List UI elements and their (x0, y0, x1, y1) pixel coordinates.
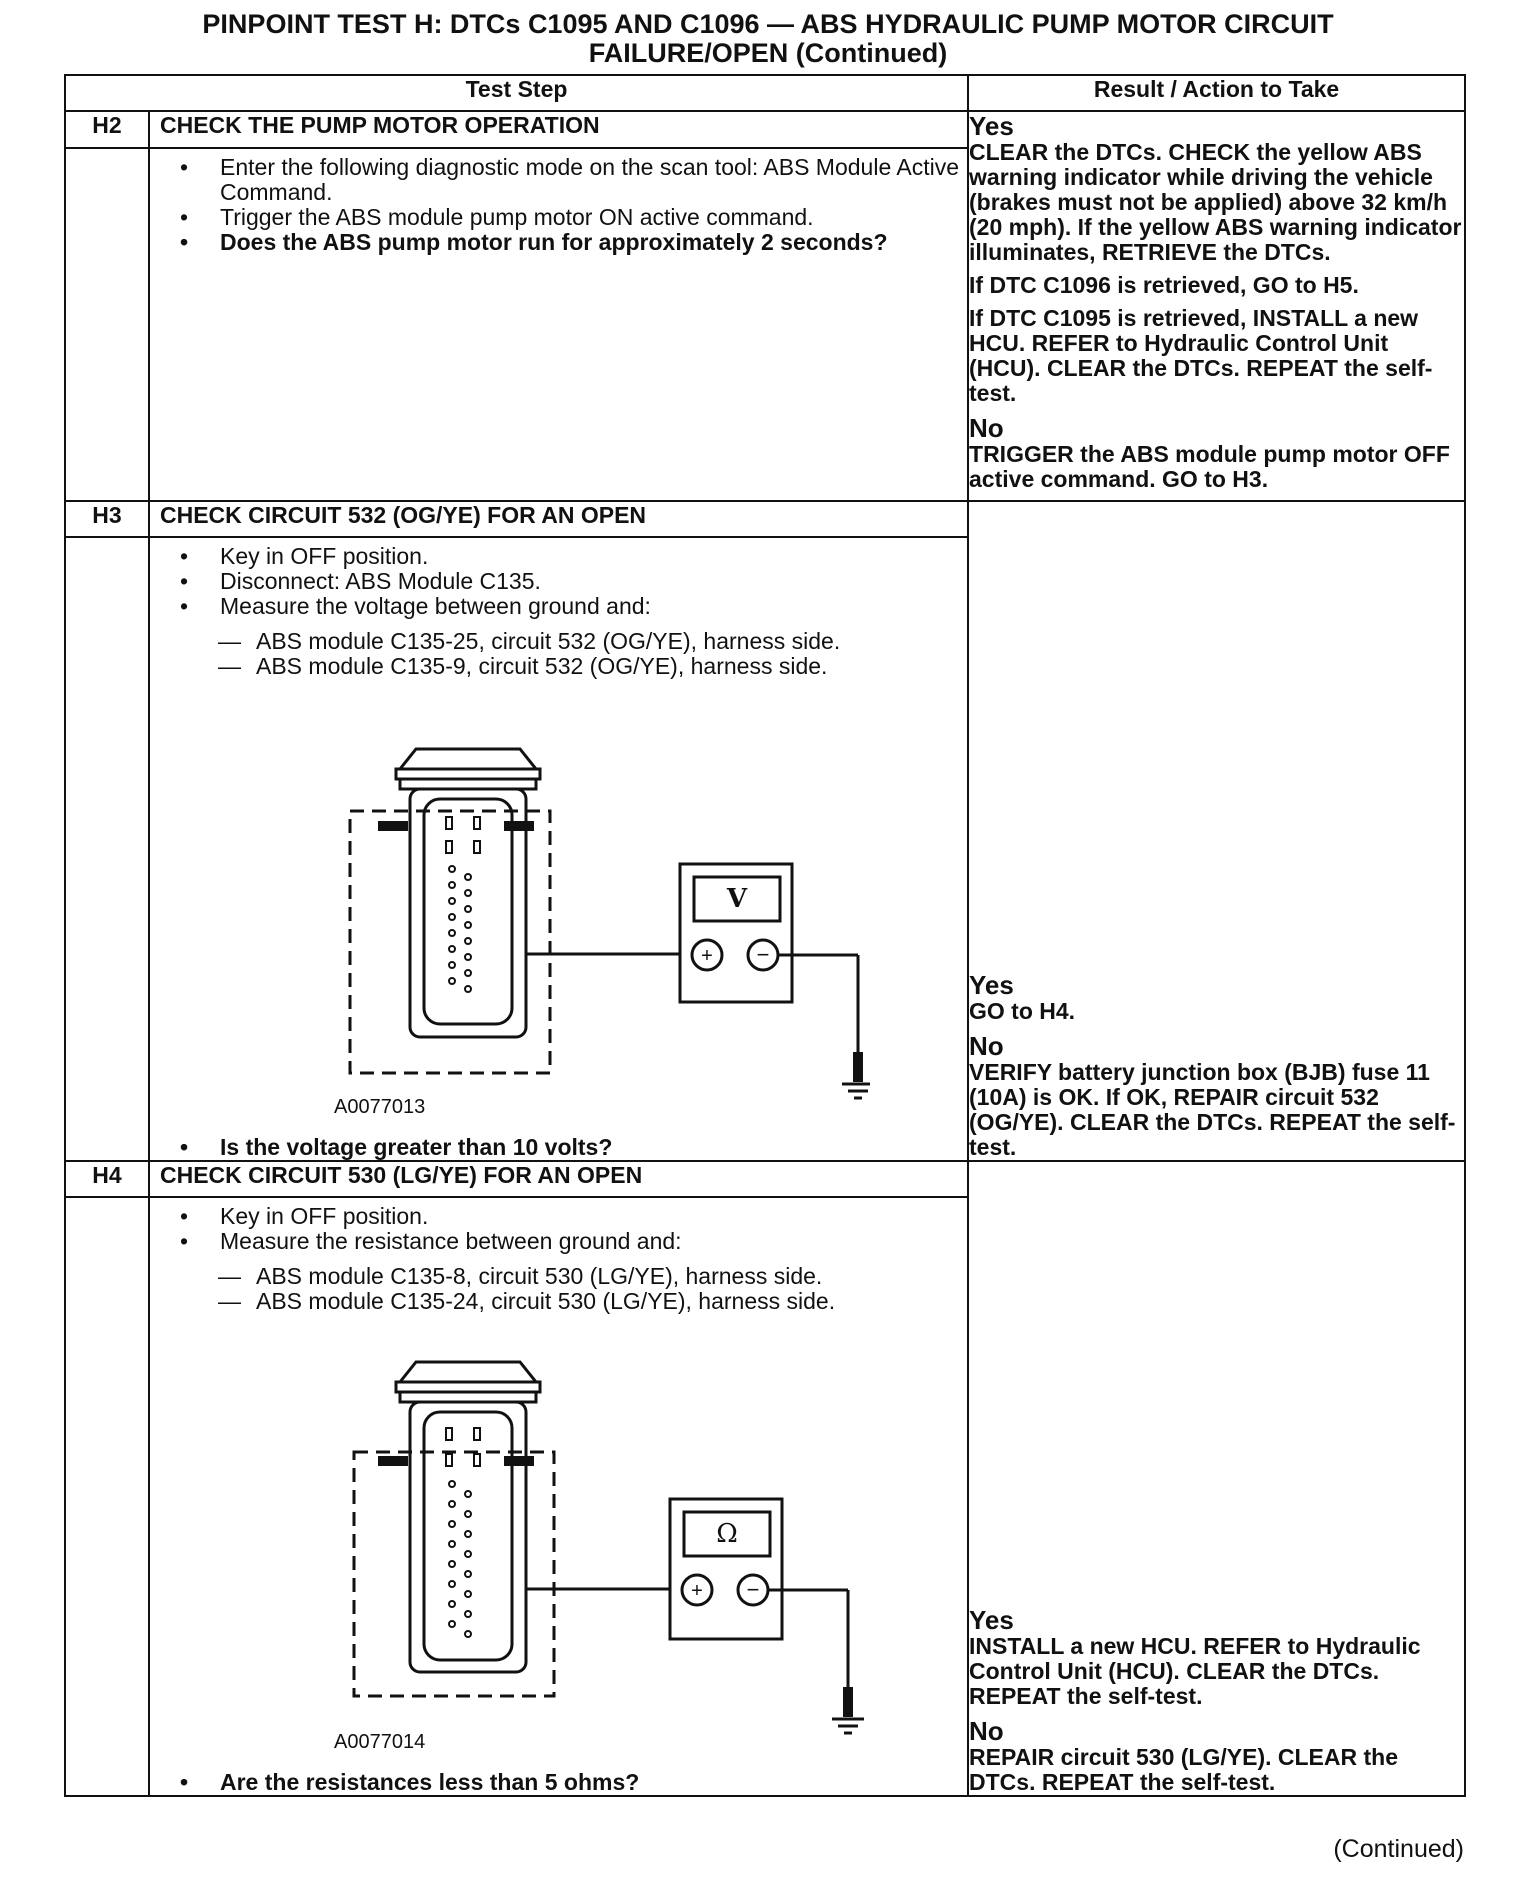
step-question-list (150, 1135, 967, 1160)
svg-text:+: + (701, 945, 713, 967)
title-line-1: PINPOINT TEST H: DTCs C1095 AND C1096 — ABS HYDRAULIC PUMP MOTOR CIRCUIT (202, 9, 1334, 39)
no-label: No (969, 1716, 1004, 1746)
list-item: • Measure the resistance between ground and: (180, 1229, 967, 1254)
result-text: GO to H4. (969, 998, 1076, 1024)
step-id-spacer (65, 537, 149, 1161)
header-test-step: Test Step (65, 75, 968, 111)
figure-id: A0077013 (334, 1096, 426, 1118)
step-h4-title-row (65, 1161, 1465, 1197)
step-question: • Are the resistances less than 5 ohms? (180, 1770, 967, 1795)
figure-id: A0077014 (334, 1731, 426, 1753)
result-text: VERIFY battery junction box (BJB) fuse 11 (10A) is OK. If OK, REPAIR circuit 532 (OG/YE). CLEAR the DTCs. REPEAT the self-test. (969, 1059, 1456, 1160)
pinpoint-test-table (64, 74, 1466, 1797)
yes-label: Yes (969, 970, 1014, 1000)
step-title: CHECK CIRCUIT 530 (LG/YE) FOR AN OPEN (149, 1161, 968, 1197)
step-title: CHECK THE PUMP MOTOR OPERATION (149, 111, 968, 148)
yes-label: Yes (969, 111, 1014, 141)
step-bullets (150, 544, 967, 619)
step-h2-result (968, 111, 1465, 501)
result-text: INSTALL a new HCU. REFER to Hydraulic Control Unit (HCU). CLEAR the DTCs. REPEAT the self-test. (969, 1633, 1421, 1709)
list-item: • Disconnect: ABS Module C135. (180, 569, 967, 594)
page-title (0, 10, 1536, 68)
meter-symbol: Ω (716, 1519, 738, 1549)
no-label: No (969, 413, 1004, 443)
list-item: • Trigger the ABS module pump motor ON active command. (180, 205, 967, 230)
svg-text:−: − (756, 942, 770, 967)
step-question-list (150, 1770, 967, 1795)
ohmmeter-diagram (250, 1344, 870, 1754)
list-item: — ABS module C135-25, circuit 532 (OG/YE), harness side. (218, 629, 967, 654)
list-item: — ABS module C135-24, circuit 530 (LG/YE), harness side. (218, 1289, 967, 1314)
step-h3-content (149, 537, 968, 1161)
step-id: H3 (65, 501, 149, 537)
voltmeter-diagram (250, 709, 870, 1119)
step-h2-title-row (65, 111, 1465, 148)
step-id: H4 (65, 1161, 149, 1197)
step-id-spacer (65, 148, 149, 501)
step-question: • Is the voltage greater than 10 volts? (180, 1135, 967, 1160)
measure-points (150, 1264, 967, 1314)
result-text: TRIGGER the ABS module pump motor OFF active command. GO to H3. (969, 441, 1450, 492)
list-item: • Measure the voltage between ground and: (180, 594, 967, 619)
svg-text:+: + (691, 1580, 703, 1602)
step-h3-title-row (65, 501, 1465, 537)
result-text: If DTC C1095 is retrieved, INSTALL a new HCU. REFER to Hydraulic Control Unit (HCU). CLEAR the DTCs. REPEAT the self-test. (969, 305, 1433, 406)
step-bullets (150, 1204, 967, 1254)
list-item: — ABS module C135-8, circuit 530 (LG/YE), harness side. (218, 1264, 967, 1289)
step-h4-content (149, 1197, 968, 1796)
step-h3-result (968, 501, 1465, 1161)
table-header-row (65, 75, 1465, 111)
svg-text:−: − (746, 1577, 760, 1602)
step-question: • Does the ABS pump motor run for approximately 2 seconds? (180, 230, 967, 255)
step-h4-result (968, 1161, 1465, 1796)
title-line-2: FAILURE/OPEN (Continued) (588, 38, 948, 68)
measure-points (150, 629, 967, 679)
meter-symbol: V (726, 884, 748, 914)
result-text: REPAIR circuit 530 (LG/YE). CLEAR the DTCs. REPEAT the self-test. (969, 1744, 1398, 1795)
result-text: CLEAR the DTCs. CHECK the yellow ABS warning indicator while driving the vehicle (brakes must not be applied) above 32 km/h (20 mph). If the yellow ABS warning indicator illuminates, RETRIEVE the DTCs. (969, 139, 1462, 265)
step-h2-content (149, 148, 968, 501)
step-id: H2 (65, 111, 149, 148)
result-text: If DTC C1096 is retrieved, GO to H5. (969, 272, 1359, 298)
list-item: • Enter the following diagnostic mode on the scan tool: ABS Module Active Command. (180, 155, 967, 205)
connector-ohmmeter-illustration (250, 1344, 870, 1754)
list-item: — ABS module C135-9, circuit 532 (OG/YE), harness side. (218, 654, 967, 679)
no-label: No (969, 1031, 1004, 1061)
continued-note: (Continued) (1333, 1835, 1464, 1863)
step-title: CHECK CIRCUIT 532 (OG/YE) FOR AN OPEN (149, 501, 968, 537)
list-item: • Key in OFF position. (180, 544, 967, 569)
header-result: Result / Action to Take (968, 75, 1465, 111)
step-bullets (150, 155, 967, 255)
step-id-spacer (65, 1197, 149, 1796)
list-item: • Key in OFF position. (180, 1204, 967, 1229)
yes-label: Yes (969, 1605, 1014, 1635)
connector-voltmeter-illustration (250, 709, 870, 1119)
